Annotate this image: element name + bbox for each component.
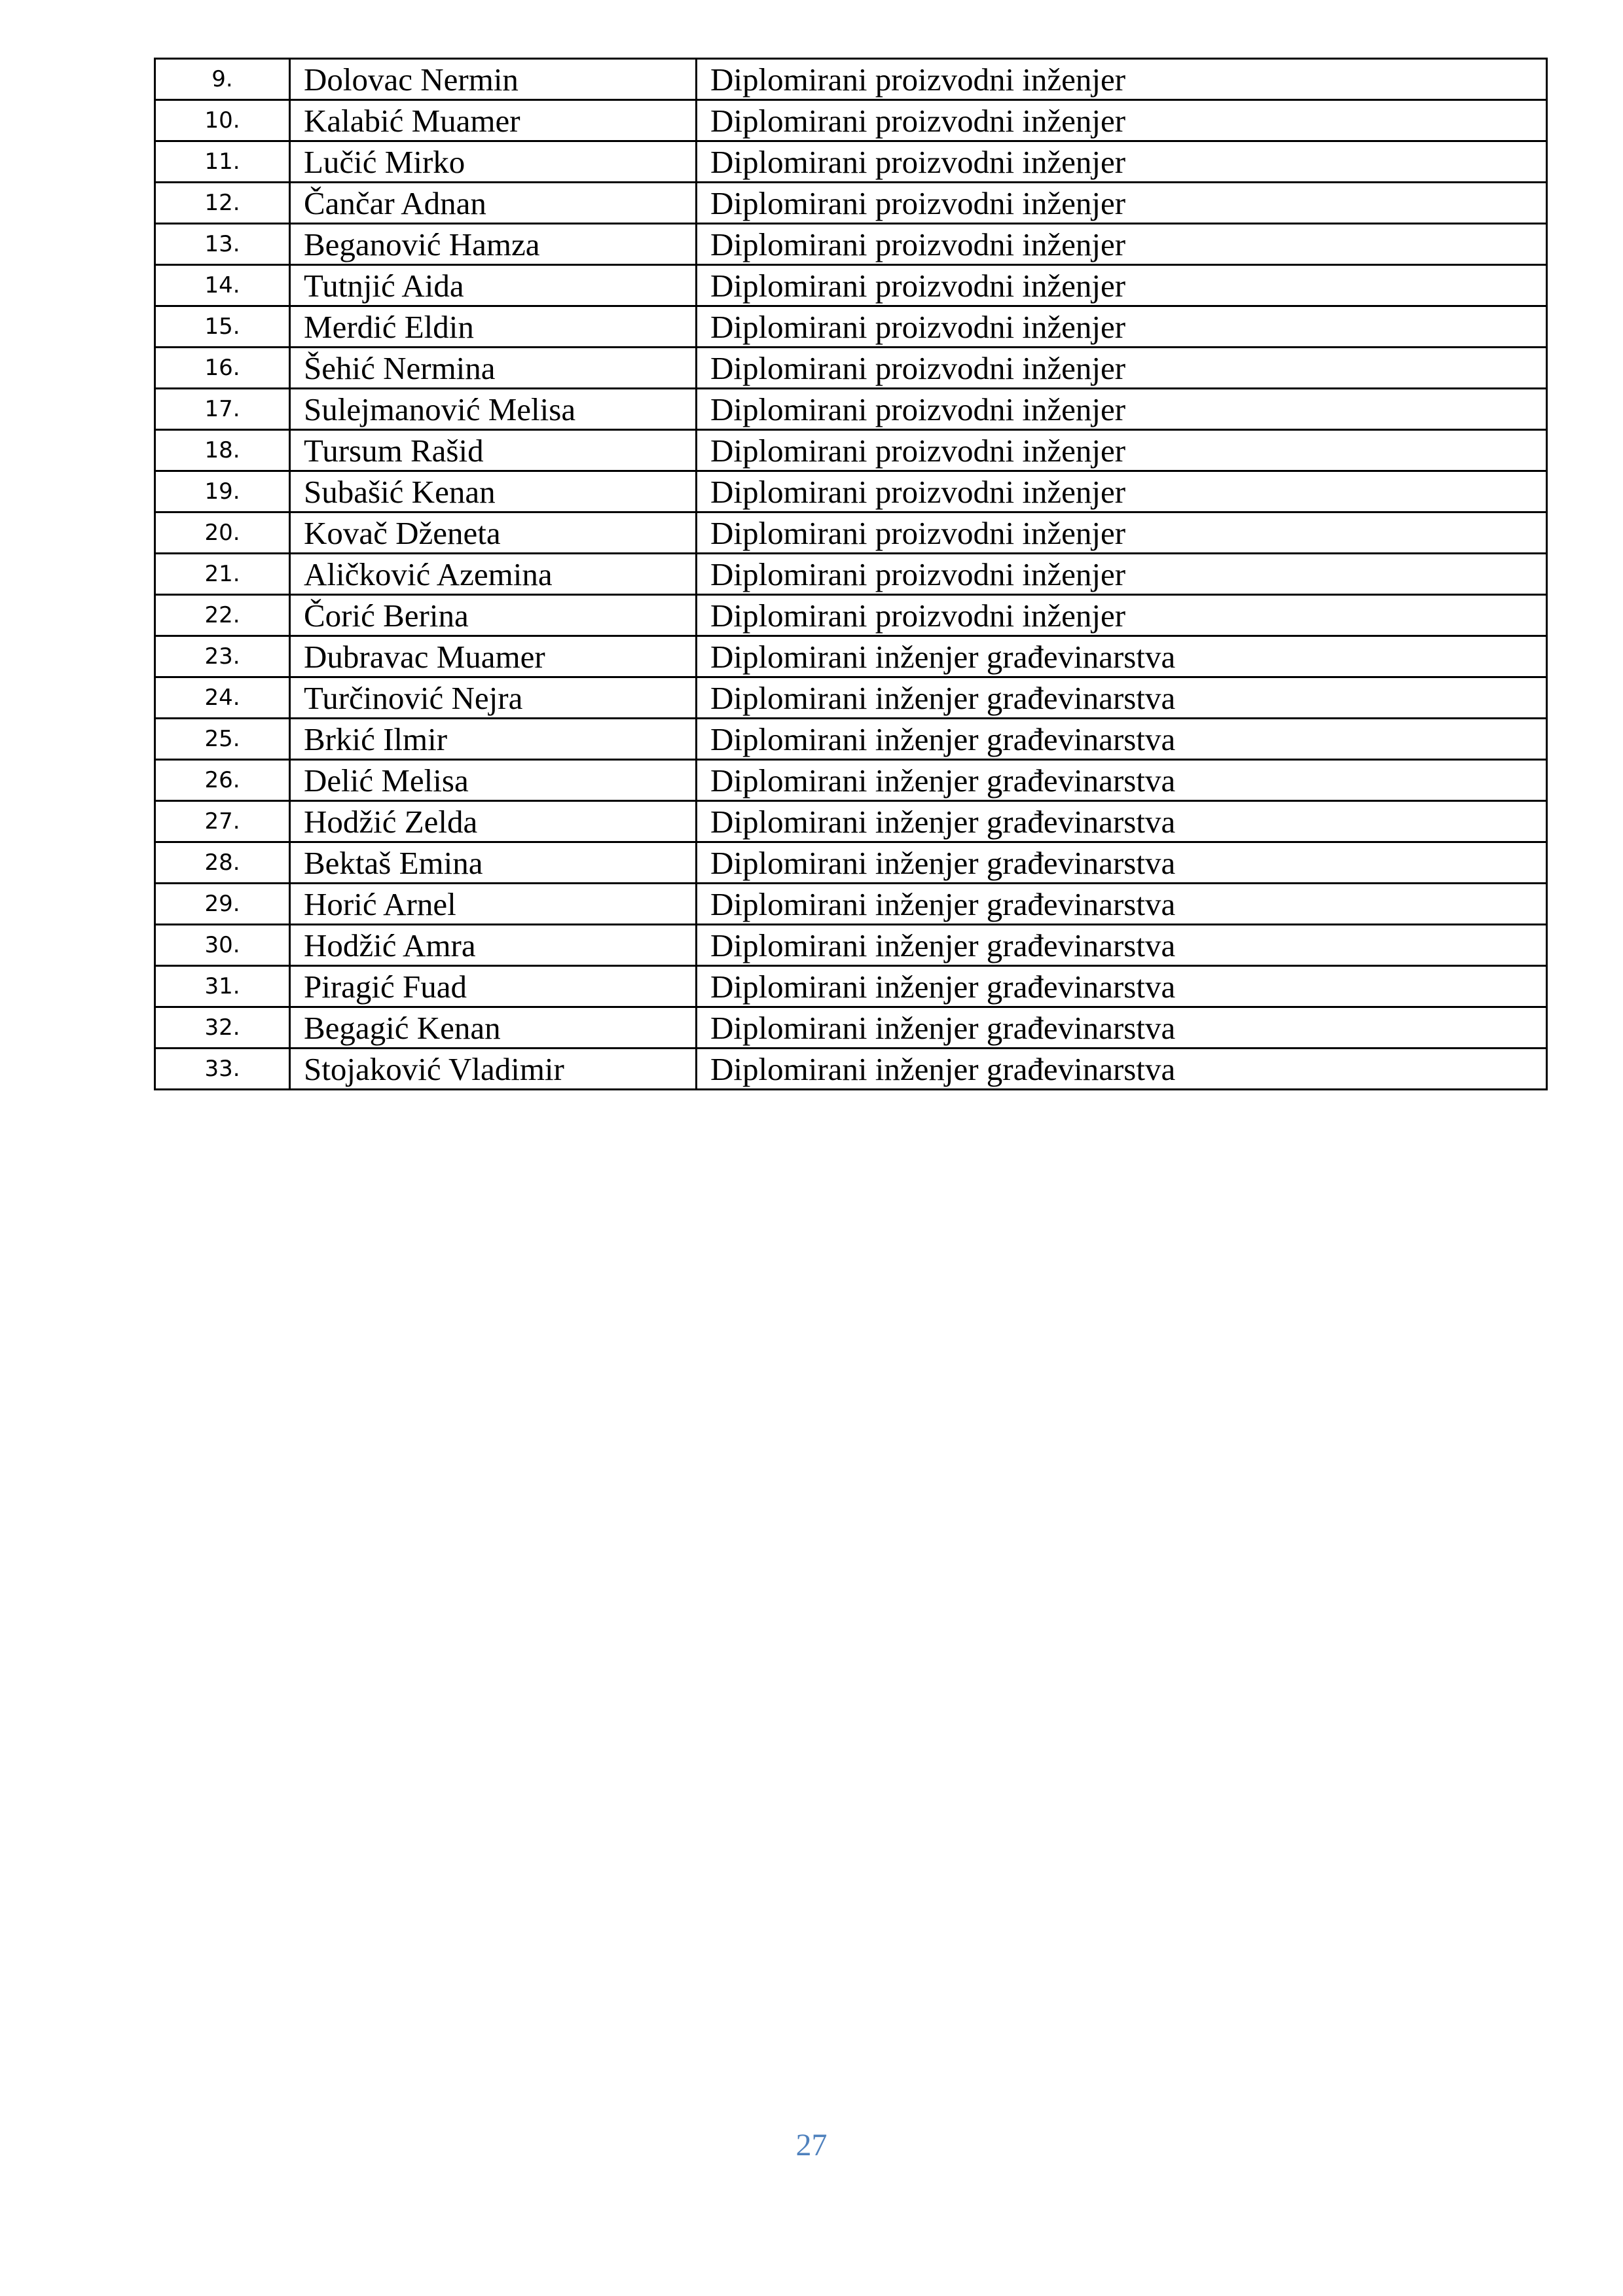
row-number: 16.	[155, 348, 290, 389]
row-number: 28.	[155, 842, 290, 884]
degree-title: Diplomirani proizvodni inženjer	[697, 471, 1547, 512]
table-row	[155, 966, 1547, 1007]
table-row	[155, 925, 1547, 966]
person-name: Delić Melisa	[290, 760, 697, 801]
degree-title: Diplomirani proizvodni inženjer	[697, 59, 1547, 100]
row-number: 27.	[155, 801, 290, 842]
row-number: 33.	[155, 1049, 290, 1090]
table-row	[155, 595, 1547, 636]
row-number: 21.	[155, 554, 290, 595]
person-name: Brkić Ilmir	[290, 719, 697, 760]
table-row	[155, 471, 1547, 512]
degree-title: Diplomirani inženjer građevinarstva	[697, 966, 1547, 1007]
row-number: 30.	[155, 925, 290, 966]
table-row	[155, 389, 1547, 430]
degree-title: Diplomirani inženjer građevinarstva	[697, 801, 1547, 842]
person-name: Tutnjić Aida	[290, 265, 697, 306]
person-name: Aličković Azemina	[290, 554, 697, 595]
table-row	[155, 100, 1547, 141]
table-row	[155, 306, 1547, 348]
person-name: Dolovac Nermin	[290, 59, 697, 100]
degree-title: Diplomirani inženjer građevinarstva	[697, 842, 1547, 884]
table-row	[155, 59, 1547, 100]
table-row	[155, 636, 1547, 677]
person-name: Tursum Rašid	[290, 430, 697, 471]
table-row	[155, 554, 1547, 595]
table-row	[155, 224, 1547, 265]
person-name: Hodžić Zelda	[290, 801, 697, 842]
row-number: 9.	[155, 59, 290, 100]
row-number: 20.	[155, 512, 290, 554]
degree-title: Diplomirani proizvodni inženjer	[697, 554, 1547, 595]
table-row	[155, 884, 1547, 925]
row-number: 22.	[155, 595, 290, 636]
degree-title: Diplomirani proizvodni inženjer	[697, 595, 1547, 636]
row-number: 26.	[155, 760, 290, 801]
row-number: 17.	[155, 389, 290, 430]
table-row	[155, 348, 1547, 389]
person-name: Beganović Hamza	[290, 224, 697, 265]
degree-title: Diplomirani inženjer građevinarstva	[697, 884, 1547, 925]
degree-title: Diplomirani inženjer građevinarstva	[697, 636, 1547, 677]
table-row	[155, 677, 1547, 719]
person-name: Bektaš Emina	[290, 842, 697, 884]
degree-title: Diplomirani proizvodni inženjer	[697, 512, 1547, 554]
person-name: Merdić Eldin	[290, 306, 697, 348]
person-name: Subašić Kenan	[290, 471, 697, 512]
degree-title: Diplomirani inženjer građevinarstva	[697, 925, 1547, 966]
table-row	[155, 1049, 1547, 1090]
row-number: 12.	[155, 183, 290, 224]
row-number: 18.	[155, 430, 290, 471]
person-name: Turčinović Nejra	[290, 677, 697, 719]
person-name: Stojaković Vladimir	[290, 1049, 697, 1090]
row-number: 13.	[155, 224, 290, 265]
degree-title: Diplomirani proizvodni inženjer	[697, 100, 1547, 141]
table-row	[155, 141, 1547, 183]
person-name: Sulejmanović Melisa	[290, 389, 697, 430]
row-number: 14.	[155, 265, 290, 306]
row-number: 31.	[155, 966, 290, 1007]
person-name: Piragić Fuad	[290, 966, 697, 1007]
person-name: Čančar Adnan	[290, 183, 697, 224]
row-number: 29.	[155, 884, 290, 925]
table-row	[155, 265, 1547, 306]
degree-title: Diplomirani proizvodni inženjer	[697, 265, 1547, 306]
degree-title: Diplomirani proizvodni inženjer	[697, 141, 1547, 183]
page-number: 27	[795, 2128, 828, 2162]
person-name: Čorić Berina	[290, 595, 697, 636]
degree-title: Diplomirani inženjer građevinarstva	[697, 719, 1547, 760]
table-row	[155, 719, 1547, 760]
degree-title: Diplomirani proizvodni inženjer	[697, 183, 1547, 224]
graduates-table	[154, 58, 1548, 1090]
row-number: 23.	[155, 636, 290, 677]
degree-title: Diplomirani proizvodni inženjer	[697, 224, 1547, 265]
degree-title: Diplomirani proizvodni inženjer	[697, 430, 1547, 471]
table-row	[155, 801, 1547, 842]
table-body	[155, 59, 1547, 1090]
row-number: 25.	[155, 719, 290, 760]
person-name: Šehić Nermina	[290, 348, 697, 389]
degree-title: Diplomirani inženjer građevinarstva	[697, 677, 1547, 719]
degree-title: Diplomirani inženjer građevinarstva	[697, 1049, 1547, 1090]
person-name: Kovač Dženeta	[290, 512, 697, 554]
row-number: 32.	[155, 1007, 290, 1049]
person-name: Horić Arnel	[290, 884, 697, 925]
table-row	[155, 430, 1547, 471]
row-number: 15.	[155, 306, 290, 348]
table-row	[155, 512, 1547, 554]
row-number: 24.	[155, 677, 290, 719]
table-row	[155, 760, 1547, 801]
row-number: 10.	[155, 100, 290, 141]
degree-title: Diplomirani inženjer građevinarstva	[697, 1007, 1547, 1049]
degree-title: Diplomirani proizvodni inženjer	[697, 306, 1547, 348]
person-name: Dubravac Muamer	[290, 636, 697, 677]
row-number: 19.	[155, 471, 290, 512]
row-number: 11.	[155, 141, 290, 183]
degree-title: Diplomirani proizvodni inženjer	[697, 348, 1547, 389]
degree-title: Diplomirani proizvodni inženjer	[697, 389, 1547, 430]
person-name: Kalabić Muamer	[290, 100, 697, 141]
table-row	[155, 183, 1547, 224]
person-name: Hodžić Amra	[290, 925, 697, 966]
table-row	[155, 1007, 1547, 1049]
person-name: Begagić Kenan	[290, 1007, 697, 1049]
table-row	[155, 842, 1547, 884]
degree-title: Diplomirani inženjer građevinarstva	[697, 760, 1547, 801]
person-name: Lučić Mirko	[290, 141, 697, 183]
